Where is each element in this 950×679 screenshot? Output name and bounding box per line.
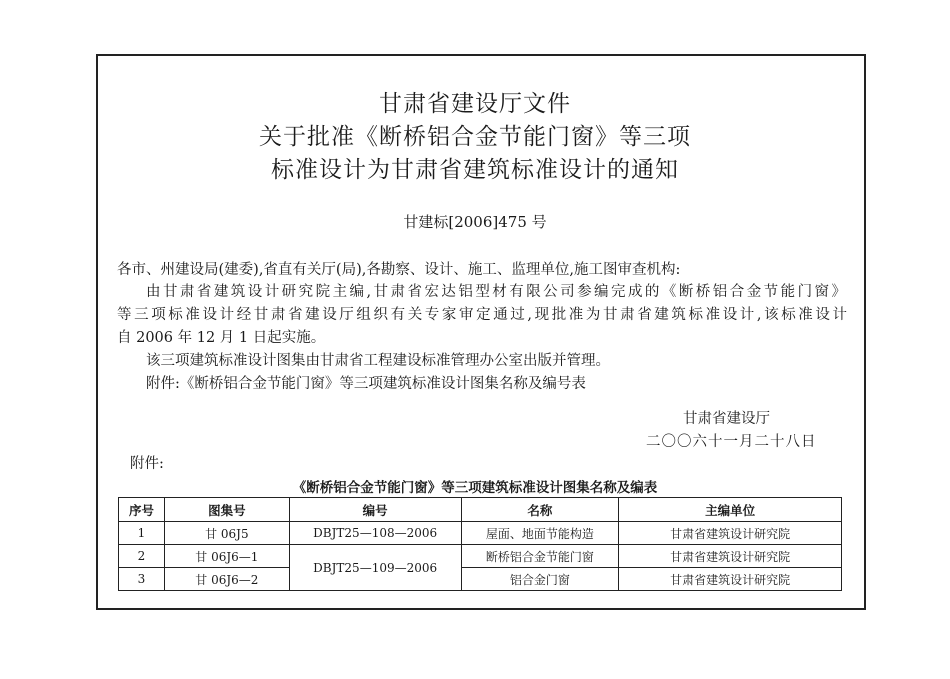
cell-editor: 甘肃省建筑设计研究院: [619, 522, 842, 545]
cell-atlas-no: 甘 06J5: [164, 522, 289, 545]
doc-title-line-1: 甘肃省建设厅文件: [379, 91, 571, 117]
doc-title-line-3: 标准设计为甘肃省建筑标准设计的通知: [271, 157, 679, 183]
cell-serial: 1: [119, 522, 165, 545]
cell-name: 铝合金门窗: [461, 568, 619, 591]
table-row: [119, 568, 842, 591]
para1-line-3: 自 2006 年 12 月 1 日起实施。: [117, 330, 326, 346]
cell-serial: 3: [119, 568, 165, 591]
attachment-note: 附件:《断桥铝合金节能门窗》等三项建筑标准设计图集名称及编号表: [146, 376, 586, 392]
table-caption: 《断桥铝合金节能门窗》等三项建筑标准设计图集名称及编表: [292, 480, 658, 496]
atlas-table: [118, 497, 842, 591]
header-name: 名称: [461, 498, 619, 522]
cell-atlas-no: 甘 06J6—2: [164, 568, 289, 591]
para1-line-2: 等三项标准设计经甘肃省建设厅组织有关专家审定通过,现批准为甘肃省建筑标准设计,该标准设计: [117, 307, 847, 323]
table-row: [119, 522, 842, 545]
cell-name: 屋面、地面节能构造: [461, 522, 619, 545]
document-number: 甘建标[2006]475 号: [403, 213, 547, 231]
table-header-row: [119, 498, 842, 522]
cell-name: 断桥铝合金节能门窗: [461, 545, 619, 568]
salutation: 各市、州建设局(建委),省直有关厅(局),各勘察、设计、施工、监理单位,施工图审查机构:: [117, 262, 681, 278]
cell-code: DBJT25—108—2006: [289, 522, 461, 545]
cell-editor: 甘肃省建筑设计研究院: [619, 545, 842, 568]
para2: 该三项建筑标准设计图集由甘肃省工程建设标准管理办公室出版并管理。: [146, 353, 610, 369]
header-serial: 序号: [119, 498, 165, 522]
header-atlas-no: 图集号: [164, 498, 289, 522]
doc-title-line-2: 关于批准《断桥铝合金节能门窗》等三项: [259, 124, 691, 150]
signature-date: 二〇〇六十一月二十八日: [646, 434, 817, 450]
cell-editor: 甘肃省建筑设计研究院: [619, 568, 842, 591]
cell-atlas-no: 甘 06J6—1: [164, 545, 289, 568]
signature-organization: 甘肃省建设厅: [683, 411, 770, 427]
header-editor: 主编单位: [619, 498, 842, 522]
header-code: 编号: [289, 498, 461, 522]
table-row: [119, 545, 842, 568]
attachment-label: 附件:: [130, 456, 164, 472]
cell-code: DBJT25—109—2006: [289, 545, 461, 591]
cell-serial: 2: [119, 545, 165, 568]
para1-line-1: 由甘肃省建筑设计研究院主编,甘肃省宏达铝型材有限公司参编完成的《断桥铝合金节能门窗》: [146, 284, 846, 300]
